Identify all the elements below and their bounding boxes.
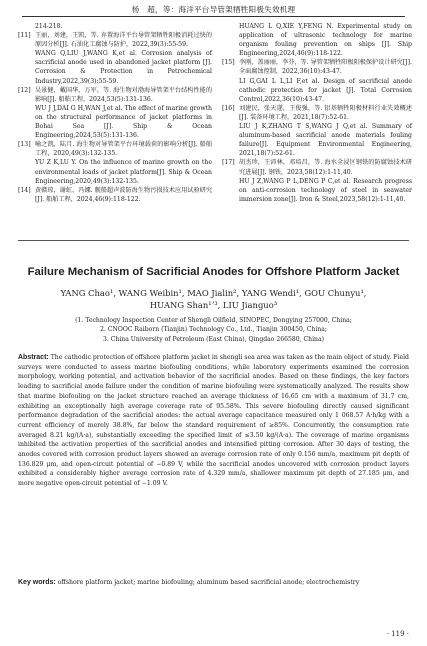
reference-number: [17]	[222, 159, 235, 167]
reference-entry	[222, 104, 412, 122]
section-divider	[18, 240, 409, 241]
reference-entry	[18, 86, 212, 104]
keywords-text: offshore platform jacket; marine biofouling; aluminum based sacrificial anode; electrochemistry	[57, 579, 360, 586]
running-header: 杨 超，等：海洋平台导管架牺牲阳极失效机理	[131, 5, 296, 14]
keywords	[18, 578, 409, 587]
reference-number: [12]	[18, 86, 31, 94]
abstract-text: The cathodic protection of offshore platform jacket in shengli sea area was taken as the main object of study. Field surveys were conducted to assess marine biofouling conditions, while laboratory experiments examined the corrosion morphology, working potential, and activation behavior of the sacrificial anodes. Based on these findings, the key factors leading to sacrificial anode failure under the condition of marine biofouling were systematically analyzed. The results show that marine biofouling on the jacket structure reached an average thickness of 16.65 cm with a maximum of 31.7 cm, exhibiting an exceptionally high average coverage rate of 95.58%. This severe biofouling directly caused significant performance degradation of the sacrificial anodes: the actual average capacitance measured only 1 068.57 A·h/kg with a current efficiency of merely 38.8%, far below the standard requirement of ≥85%. Concurrently, the consumption rate averaged 8.21 kg/(A·a), substantially exceeding the specified limit of ≤3.50 kg/(A·a). The coverage of marine organisms inhibited the activation properties of the sacrificial anodes and intensified pitting corrosion. After 30 days of testing, the anodes covered with corrosion product layers showed an average corrosion rate of only 0.156 mm/a, maximum pit depth of 136.829 μm, and open-circuit potential of −0.89 V, while the sacrificial anodes uncovered with corrosion product layers exhibited a considerably higher average corrosion rate of 4.329 mm/a, shallower maximum pit depth of 27.185 μm, and more negative open-circuit potential of −1.09 V.	[18, 354, 409, 488]
reference-entry	[18, 104, 212, 140]
reference-list-right	[222, 58, 412, 204]
authors-line: YANG Chao¹, WANG Weibin¹, MAO Jialin², YANG Wendi¹, GOU Chunyu¹,	[60, 288, 367, 298]
reference-entry	[18, 158, 212, 185]
reference-text: 吴景健，戴国华，万军，等. 海生物对渤海导管架平台结构性能的影响[J]. 船舶工程，2024,53(5):131-136.	[35, 86, 212, 103]
reference-entry	[18, 49, 212, 85]
reference-entry	[18, 140, 212, 158]
reference-text: HU J Z,WANG P L,DENG P C,et al. Research progress on anti-corrosion technology of steel in seawater immersion zone[J]. Iron & Steel,2023,58(12):1-11,40.	[239, 177, 412, 203]
reference-column-right	[222, 22, 412, 204]
reference-text: 胡杰珍，王沛林，邓培昌，等. 海水全浸区钢铁的防腐蚀技术研究进展[J]. 钢铁，2023,58(12):1-11,40.	[239, 159, 412, 176]
reference-number: [14]	[18, 186, 31, 194]
reference-text: WANG Q,LIU J,WANG K,et al. Corrosion analysis of sacrificial anode used in abandoned jacket platform [J]. Corrosion & Protection in Petrochemical Industry,2022,39(3):55-59.	[35, 50, 212, 85]
reference-number: [11]	[18, 32, 31, 40]
authors-line: HUANG Shan¹ʼ³, LIU Jianguo³	[149, 300, 278, 310]
reference-text: 王丽，刘建，王凯，等. 弃置海洋平台导管架牺牲阳极消耗过快的原因分析[J]. 石油化工腐蚀与防护，2022,39(3):55-59.	[35, 32, 212, 49]
keywords-label: Key words:	[18, 579, 56, 586]
affiliation-line: 2. CNOOC Raiborn (Tianjin) Technology Co., Ltd., Tianjin 300450, China;	[100, 326, 327, 334]
reference-text: 刘建民，张天遂，王俊强，等. 铝基牺牲阳极材料行业失效概述[J]. 装备环境工程，2021,18(7):52-61.	[239, 104, 412, 121]
reference-number: [13]	[18, 141, 31, 149]
reference-entry	[18, 31, 212, 49]
author-list	[40, 287, 387, 311]
reference-entry	[222, 122, 412, 158]
abstract	[18, 353, 409, 489]
reference-text: 黄赣琼，谢虹，冯娜. 舰船超声波防海生物污损技术应用试验研究[J]. 船舶工程，2024,46(9):118-122.	[35, 186, 212, 203]
reference-text: 李刚，盖丽丽，李芬，等. 导管架牺牲阳极阴极保护设计研究[J]. 全面腐蚀控制，2022,36(10):43-47.	[239, 59, 412, 76]
reference-entry	[222, 177, 412, 204]
english-title: Failure Mechanism of Sacrificial Anodes for Offshore Platform Jacket	[27, 266, 400, 278]
header-divider	[22, 16, 405, 17]
affiliation-line: 3. China University of Petroleum (East China), Qingdao 266580, China)	[102, 335, 324, 343]
affiliation-line: (1. Technology Inspection Center of Shengli Oilfield, SINOPEC, Dongying 257000, China;	[75, 317, 352, 324]
reference-continuation: 214-218.	[35, 23, 63, 30]
reference-number: [16]	[222, 104, 235, 112]
reference-continuation: HUANG L Q,XIE Y,FENG N. Experimental study on application of ultrasonic technology for marine organism fouling prevention on ships [J]. Ship Engineering,2024,46(9):118-122.	[239, 23, 412, 58]
abstract-label: Abstract:	[18, 354, 49, 361]
reference-number: [15]	[222, 59, 235, 67]
reference-text: LIU J K,ZHANG T S,WANG J Q,et al. Summary of aluminum-based sacrificial anode materials fouling failure[J]. Equipment Environmental Engineering, 2021,18(7):52-61.	[239, 123, 412, 158]
reference-text: 喻之凯，陆月. 海生物对导管架平台环境载荷的影响分析[J]. 船舶工程，2020,49(3):132-135.	[35, 141, 212, 158]
reference-text: WU J J,DAI G H,WAN J,et al. The effect of marine growth on the structural performance of jacket platforms in Bohai Sea [J]. Ship & Ocean Engineering,2024,53(5):131-136.	[35, 104, 212, 140]
reference-text: LI G,GAI L L,LI F,et al. Design of sacrificial anode cathodic protection for jacket [J]. Total Corrosion Control,2022,36(10):43-47.	[239, 77, 412, 103]
reference-entry	[18, 186, 212, 204]
page-number: · 119 ·	[386, 630, 409, 638]
reference-text: YU Z K,LU Y. On the influence of marine growth on the environmental loads of jacket platform[J]. Ship & Ocean Engineering,2020,49(3):132-135.	[35, 159, 212, 185]
reference-entry	[222, 58, 412, 76]
affiliations	[30, 316, 397, 344]
reference-column-left	[18, 22, 212, 204]
reference-list-left	[18, 31, 212, 204]
reference-entry	[222, 158, 412, 176]
reference-entry	[222, 77, 412, 104]
